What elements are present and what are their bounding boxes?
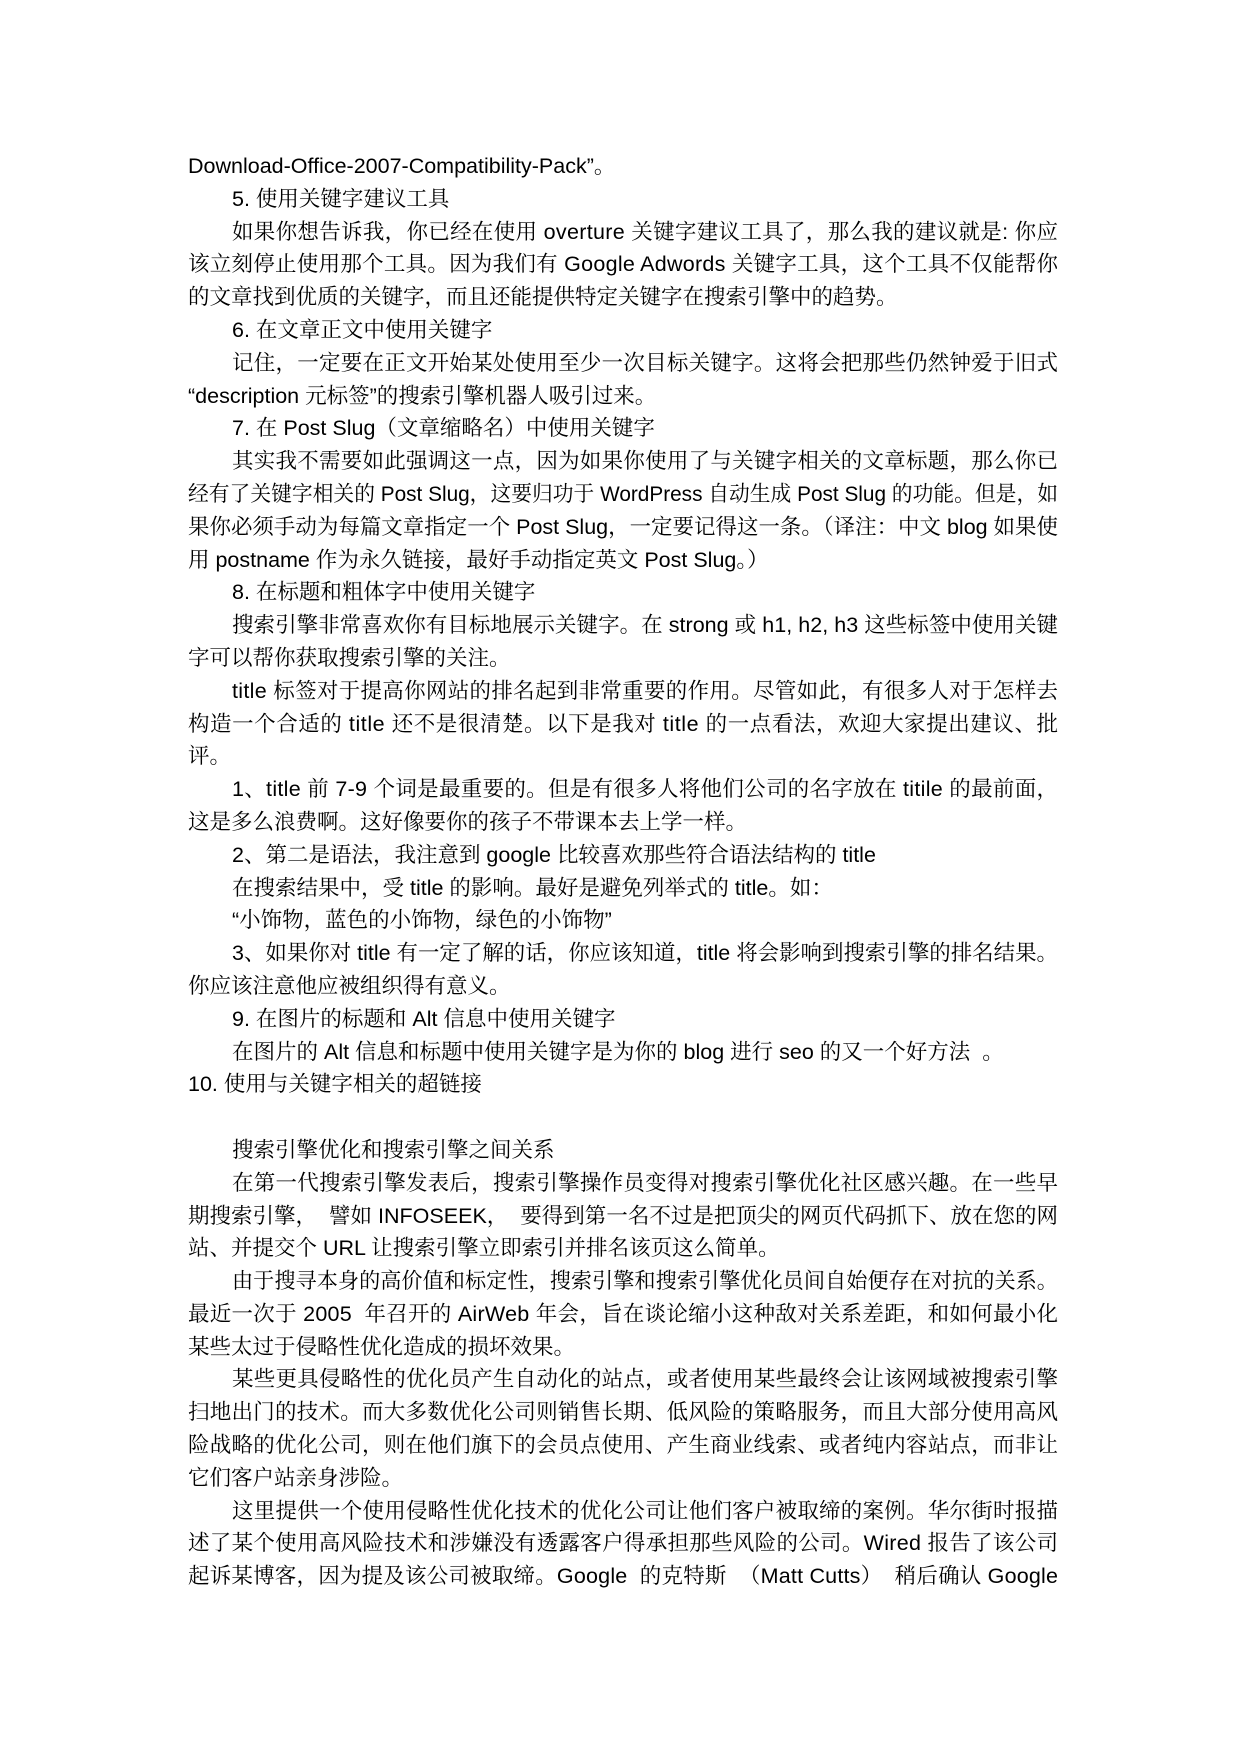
text-line: [188, 380, 1058, 413]
text-line: [188, 937, 1058, 970]
paragraph: [188, 609, 1058, 675]
line-text: 你应该注意他应被组织得有意义。: [188, 973, 511, 998]
line-text: 这是多么浪费啊。这好像要你的孩子不带课本去上学一样。: [188, 809, 748, 834]
line-text: 字可以帮你获取搜索引擎的关注。: [188, 645, 511, 670]
text-line: [188, 1068, 1058, 1101]
paragraph: [188, 1265, 1058, 1363]
heading-text: 9. 在图片的标题和 Alt 信息中使用关键字: [232, 1006, 616, 1031]
blank-line: [188, 1101, 1058, 1134]
text-line: [188, 1200, 1058, 1233]
text-line: [188, 1429, 1058, 1462]
line-text: 1、title 前 7-9 个词是最重要的。但是有很多人将他们公司的名字放在 titile 的最前面，: [232, 777, 1059, 802]
line-text: 搜索引擎非常喜欢你有目标地展示关键字。在 strong 或 h1, h2, h3 这些标签中使用关键: [232, 613, 1059, 638]
text-line: [188, 150, 1058, 183]
text-line: [188, 1495, 1058, 1528]
text-line: [188, 347, 1058, 380]
paragraph: [188, 675, 1058, 773]
text-line: [188, 1527, 1058, 1560]
line-text: 险战略的优化公司，则在他们旗下的会员点使用、产生商业线索、或者纯内容站点，而非让: [188, 1433, 1059, 1458]
text-line: [188, 281, 1058, 314]
line-text: 构造一个合适的 title 还不是很清楚。以下是我对 title 的一点看法，欢迎大家提出建议、批: [188, 711, 1059, 736]
text-line: [188, 445, 1058, 478]
text-line: [188, 1462, 1058, 1495]
line-text: 站、并提交个 URL 让搜索引擎立即索引并排名该页这么简单。: [188, 1236, 780, 1261]
line-text: 3、如果你对 title 有一定了解的话，你应该知道，title 将会影响到搜索引擎的排名结果。: [232, 941, 1058, 966]
line-text: 果你必须手动为每篇文章指定一个 Post Slug，一定要记得这一条。（译注：中文 blog 如果使: [188, 514, 1058, 539]
line-text: 某些太过于侵略性优化造成的损坏效果。: [188, 1334, 576, 1359]
line-text: “description 元标签”的搜索引擎机器人吸引过来。: [188, 383, 657, 408]
paragraph: [188, 1036, 1058, 1069]
paragraph: [188, 1167, 1058, 1265]
heading-text: 5. 使用关键字建议工具: [232, 186, 450, 211]
tip-heading-6: [188, 314, 1058, 347]
paragraph: [188, 445, 1058, 576]
text-line: [188, 314, 1058, 347]
line-text: 这里提供一个使用侵略性优化技术的优化公司让他们客户被取缔的案例。华尔街时报描: [232, 1498, 1059, 1523]
line-text: 起诉某博客，因为提及该公司被取缔。Google 的克特斯 （Matt Cutts） 稍后确认 Google: [188, 1564, 1059, 1589]
line-text: 其实我不需要如此强调这一点，因为如果你使用了与关键字相关的文章标题，那么你已: [232, 449, 1059, 474]
text-line: [188, 1560, 1058, 1593]
text-line: [188, 675, 1058, 708]
text-line: [188, 1331, 1058, 1364]
section-title: [188, 1134, 1058, 1167]
tip-heading-5: [188, 183, 1058, 216]
heading-text: 8. 在标题和粗体字中使用关键字: [232, 580, 536, 605]
text-line: [188, 1134, 1058, 1167]
line-text: 在搜索结果中，受 title 的影响。最好是避免列举式的 title。如：: [232, 875, 833, 900]
text-line: [188, 773, 1058, 806]
line-text: 在图片的 Alt 信息和标题中使用关键字是为你的 blog 进行 seo 的又一个好方法 。: [232, 1039, 1004, 1064]
line-text: 在第一代搜索引擎发表后，搜索引擎操作员变得对搜索引擎优化社区感兴趣。在一些早: [232, 1170, 1059, 1195]
paragraph: [188, 872, 1058, 905]
text-line: [188, 1265, 1058, 1298]
text-line: [188, 1232, 1058, 1265]
text-line: [188, 904, 1058, 937]
text-line: [188, 183, 1058, 216]
heading-text: 7. 在 Post Slug（文章缩略名）中使用关键字: [232, 416, 655, 441]
text-line: [188, 642, 1058, 675]
text-line: [188, 412, 1058, 445]
heading-text: 10. 使用与关键字相关的超链接: [188, 1072, 482, 1097]
text-line: [188, 970, 1058, 1003]
text-line: [188, 1396, 1058, 1429]
text-line: [188, 1298, 1058, 1331]
text-line: [188, 740, 1058, 773]
text-line: [188, 1363, 1058, 1396]
text-line: [188, 708, 1058, 741]
text-line: [188, 1003, 1058, 1036]
quote-example: [188, 904, 1058, 937]
text-line: [188, 1167, 1058, 1200]
tip-heading-7: [188, 412, 1058, 445]
line-text: title 标签对于提高你网站的排名起到非常重要的作用。尽管如此，有很多人对于怎样去: [232, 678, 1059, 703]
list-item-2: [188, 839, 1058, 872]
paragraph: [188, 216, 1058, 314]
line-text: 的文章找到优质的关键字，而且还能提供特定关键字在搜索引擎中的趋势。: [188, 285, 898, 310]
line-text: 某些更具侵略性的优化员产生自动化的站点，或者使用某些最终会让该网域被搜索引擎: [232, 1367, 1059, 1392]
paragraph-continued: [188, 150, 1058, 183]
line-text: 由于搜寻本身的高价值和标定性，搜索引擎和搜索引擎优化员间自始便存在对抗的关系。: [232, 1269, 1058, 1294]
document-body: [188, 150, 1058, 1593]
text-line: [188, 544, 1058, 577]
paragraph: [188, 347, 1058, 413]
text-line: [188, 872, 1058, 905]
line-text: 记住，一定要在正文开始某处使用至少一次目标关键字。这将会把那些仍然钟爱于旧式: [232, 350, 1059, 375]
text-line: [188, 1036, 1058, 1069]
line-text: “小饰物，蓝色的小饰物，绿色的小饰物”: [232, 908, 612, 933]
line-text: 用 postname 作为永久链接，最好手动指定英文 Post Slug。）: [188, 547, 769, 572]
text-line: [188, 576, 1058, 609]
heading-text: 搜索引擎优化和搜索引擎之间关系: [232, 1137, 555, 1162]
line-text: 最近一次于 2005 年召开的 AirWeb 年会，旨在谈论缩小这种敌对关系差距，和如何最小化: [188, 1301, 1059, 1326]
line-text: 评。: [188, 744, 232, 769]
line-text: 它们客户站亲身涉险。: [188, 1465, 404, 1490]
list-item-3: [188, 937, 1058, 1003]
line-text: Download-Office-2007-Compatibility-Pack”。: [188, 154, 616, 178]
tip-heading-9: [188, 1003, 1058, 1036]
paragraph: [188, 1363, 1058, 1494]
text-line: [188, 248, 1058, 281]
list-item-1: [188, 773, 1058, 839]
tip-heading-8: [188, 576, 1058, 609]
paragraph: [188, 1495, 1058, 1593]
line-text: 期搜索引擎， 譬如 INFOSEEK， 要得到第一名不过是把顶尖的网页代码抓下、放在您的网: [188, 1203, 1059, 1228]
line-text: 扫地出门的技术。而大多数优化公司则销售长期、低风险的策略服务，而且大部分使用高风: [188, 1400, 1059, 1425]
text-line: [188, 839, 1058, 872]
line-text: 如果你想告诉我，你已经在使用 overture 关键字建议工具了，那么我的建议就是: 你应: [232, 219, 1059, 244]
text-line: [188, 216, 1058, 249]
heading-text: 6. 在文章正文中使用关键字: [232, 317, 493, 342]
line-text: 该立刻停止使用那个工具。因为我们有 Google Adwords 关键字工具，这个工具不仅能帮你: [188, 252, 1059, 277]
line-text: 2、第二是语法，我注意到 google 比较喜欢那些符合语法结构的 title: [232, 842, 876, 867]
line-text: 述了某个使用高风险技术和涉嫌没有透露客户得承担那些风险的公司。Wired 报告了该公司: [188, 1531, 1059, 1556]
text-line: [188, 478, 1058, 511]
tip-heading-10: [188, 1068, 1058, 1101]
text-line: [188, 511, 1058, 544]
line-text: 经有了关键字相关的 Post Slug，这要归功于 WordPress 自动生成 Post Slug 的功能。但是，如: [188, 481, 1058, 506]
text-line: [188, 609, 1058, 642]
text-line: [188, 806, 1058, 839]
